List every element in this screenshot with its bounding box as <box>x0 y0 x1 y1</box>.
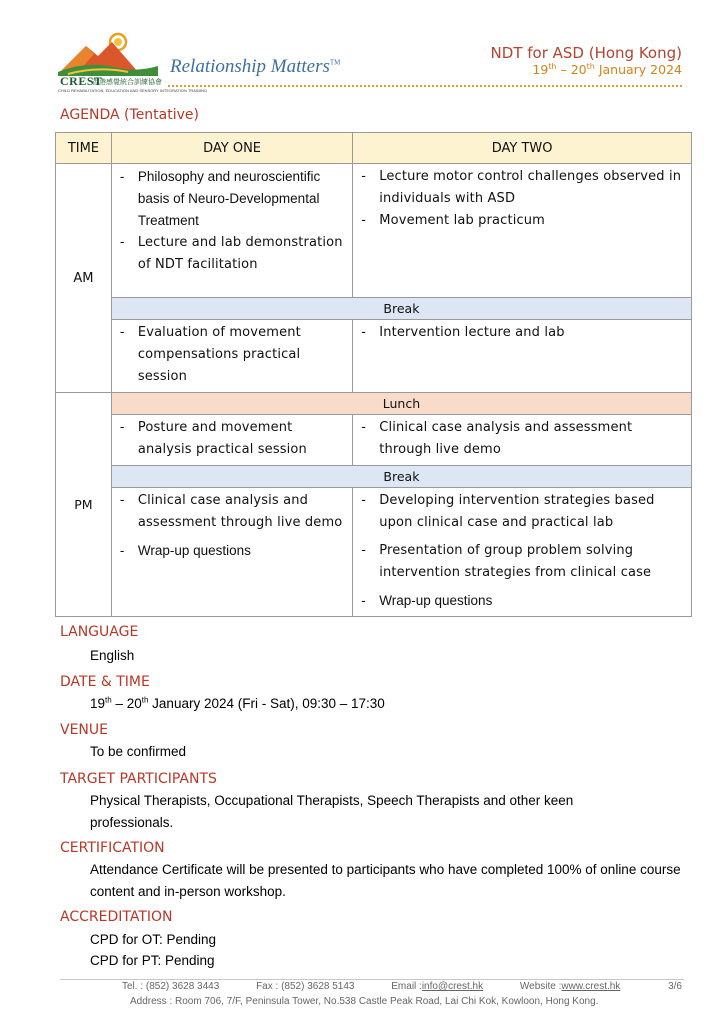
list-item: - Developing intervention strategies based upon clinical case and practical lab <box>359 490 685 534</box>
col-day-two-header: DAY TWO <box>353 133 692 164</box>
course-title: NDT for ASD (Hong Kong) <box>490 44 682 62</box>
am-break-row <box>56 298 692 320</box>
am-session2-day-one <box>111 320 352 393</box>
page-number: 3/6 <box>668 981 682 992</box>
pm-label: PM <box>56 393 112 617</box>
language-value: English <box>90 648 135 663</box>
footer-address: Address : Room 706, 7/F, Peninsula Tower, No.538 Castle Peak Road, Lai Chi Kok, Kowloon, Hong Kong. <box>130 996 599 1007</box>
date-separator: – <box>556 62 571 78</box>
list-item: - Lecture and lab demonstration of NDT facilitation <box>118 232 346 276</box>
am-break-label: Break <box>111 298 691 320</box>
lunch-row <box>56 393 692 415</box>
list-item: - Movement lab practicum <box>359 210 685 232</box>
venue-heading: VENUE <box>60 722 108 738</box>
datetime-tail: January 2024 (Fri - Sat), 09:30 – 17:30 <box>148 696 385 711</box>
venue-value: To be confirmed <box>90 744 187 759</box>
footer-website-label: Website : <box>519 981 562 992</box>
footer-email-label: Email : <box>391 981 422 992</box>
crest-logo-subtitle: CHILD REHABILITATION, EDUCATION AND SENSORY INTEGRATION TRAINING <box>58 88 208 93</box>
page-header <box>0 0 724 95</box>
agenda-table <box>55 132 692 617</box>
col-time-header: TIME <box>56 133 112 164</box>
am-session2-day-two <box>353 320 692 393</box>
accreditation-heading: ACCREDITATION <box>60 909 173 925</box>
list-item: - Wrap-up questions <box>118 540 346 562</box>
table-row <box>56 488 692 617</box>
pm-break-label: Break <box>111 466 691 488</box>
datetime-heading: DATE & TIME <box>60 674 150 690</box>
relationship-matters-text: Relationship Matters <box>170 56 330 77</box>
datetime-day2: 20 <box>126 696 142 711</box>
list-item: - Lecture motor control challenges observed in individuals with ASD <box>359 166 685 210</box>
list-item: - Presentation of group problem solving intervention strategies from clinical case <box>359 540 685 584</box>
datetime-day1: 19 <box>90 696 106 711</box>
target-heading: TARGET PARTICIPANTS <box>60 771 217 787</box>
datetime-day1-suffix: th <box>105 695 112 705</box>
table-row <box>56 320 692 393</box>
datetime-day2-suffix: th <box>141 695 149 705</box>
footer-email-link[interactable]: info@crest.hk <box>421 981 484 992</box>
table-row <box>56 164 692 298</box>
date-end-suffix: th <box>586 62 595 71</box>
footer-website-link[interactable]: www.crest.hk <box>561 981 621 992</box>
certification-heading: CERTIFICATION <box>60 840 165 856</box>
target-value: Physical Therapists, Occupational Therapists, Speech Therapists and other keen professionals. <box>90 793 574 830</box>
list-item: - Clinical case analysis and assessment through live demo <box>118 490 346 534</box>
am-label: AM <box>56 164 112 393</box>
lunch-label: Lunch <box>111 393 691 415</box>
footer-tel: Tel. : (852) 3628 3443 <box>122 981 220 992</box>
crest-logo-text: CREST <box>60 74 103 88</box>
crest-logo <box>58 30 208 93</box>
col-day-one-header: DAY ONE <box>111 133 352 164</box>
accreditation-ot: CPD for OT: Pending <box>90 932 217 947</box>
language-heading: LANGUAGE <box>60 624 139 640</box>
date-start-suffix: th <box>548 62 557 71</box>
pm-break-row <box>56 466 692 488</box>
list-item: - Intervention lecture and lab <box>359 322 685 344</box>
footer-website[interactable] <box>520 981 620 992</box>
header-divider <box>168 85 682 87</box>
footer-fax: Fax : (852) 3628 5143 <box>256 981 355 992</box>
date-start-day: 19 <box>532 62 549 78</box>
list-item: - Posture and movement analysis practical session <box>118 417 346 461</box>
am-session1-day-one <box>111 164 352 298</box>
pm-session2-day-one <box>111 488 352 617</box>
list-item: - Wrap-up questions <box>359 590 685 612</box>
trademark-mark: TM <box>329 58 341 67</box>
course-date <box>532 62 682 77</box>
certification-value: Attendance Certificate will be presented to participants who have completed 100% of online course content and in-person workshop. <box>90 862 681 899</box>
list-item: - Philosophy and neuroscientific basis of Neuro-Developmental Treatment <box>118 166 346 232</box>
date-tail: January 2024 <box>594 62 682 78</box>
agenda-heading: AGENDA (Tentative) <box>60 107 199 123</box>
accreditation-pt: CPD for PT: Pending <box>90 953 215 968</box>
pm-session1-day-two <box>353 415 692 466</box>
datetime-value <box>90 693 690 715</box>
list-item: - Clinical case analysis and assessment through live demo <box>359 417 685 461</box>
mountain-logo-icon <box>58 30 158 78</box>
pm-session1-day-one <box>111 415 352 466</box>
footer-contact <box>122 981 620 992</box>
crest-logo-chinese: 香港感覺統合訓練協會 <box>92 79 162 86</box>
table-row <box>56 415 692 466</box>
relationship-matters-logo <box>170 56 340 78</box>
list-item: - Evaluation of movement compensations practical session <box>118 322 346 388</box>
footer-divider <box>60 979 684 980</box>
agenda-header-row <box>56 133 692 164</box>
footer-email[interactable] <box>391 981 483 992</box>
datetime-separator: – <box>111 696 127 711</box>
date-end-day: 20 <box>570 62 587 78</box>
am-session1-day-two <box>353 164 692 298</box>
pm-session2-day-two <box>353 488 692 617</box>
